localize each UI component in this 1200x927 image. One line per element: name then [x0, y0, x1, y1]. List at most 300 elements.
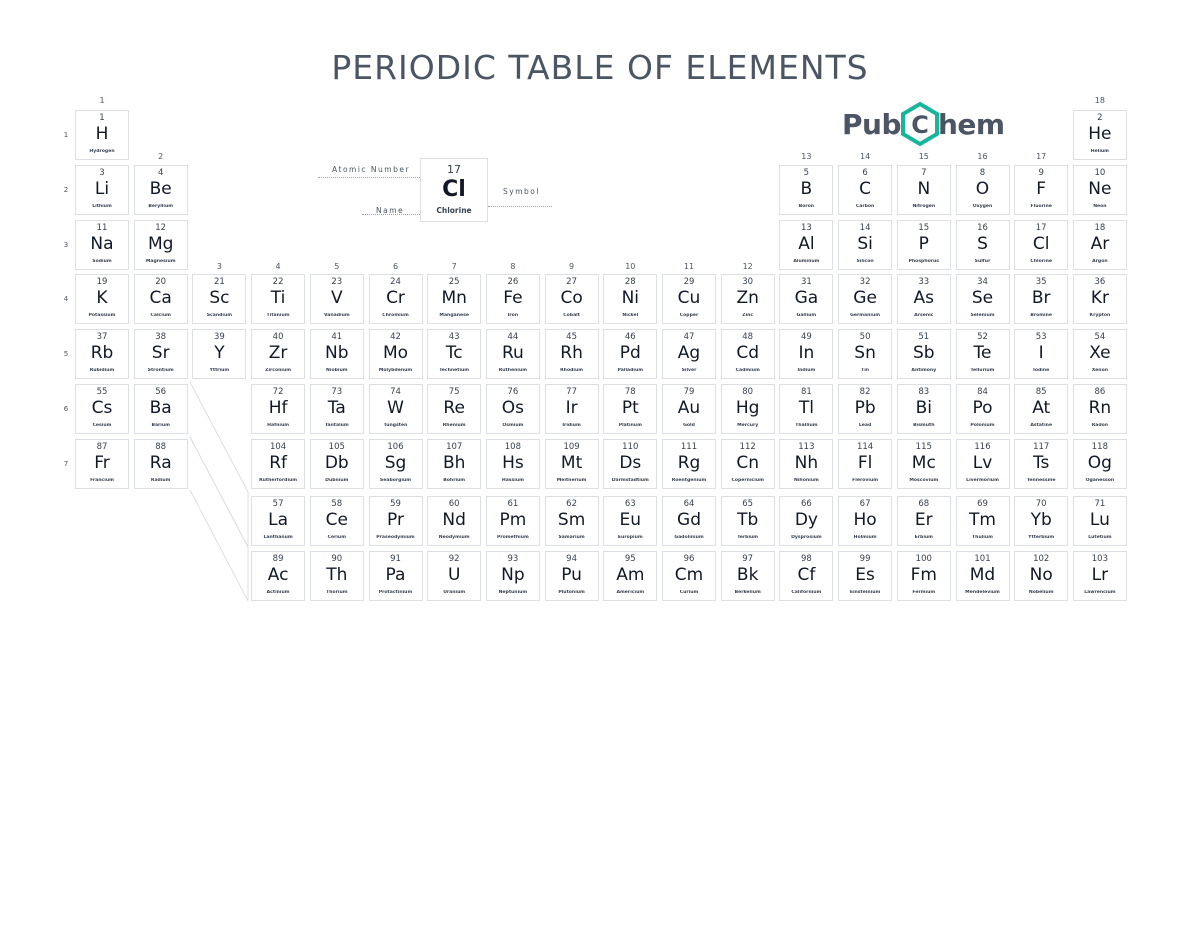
element-name: Iodine	[1033, 368, 1050, 374]
element-number: 90	[331, 554, 343, 564]
element-symbol: W	[387, 398, 404, 418]
element-cell-f	[1014, 165, 1068, 215]
element-cell-cu	[662, 274, 716, 324]
element-symbol: Lr	[1091, 565, 1109, 585]
element-name: Mercury	[737, 423, 759, 428]
element-number: 77	[566, 387, 577, 397]
element-name: Iron	[507, 313, 519, 319]
element-name: Carbon	[855, 203, 875, 209]
element-cell-b	[779, 165, 833, 215]
element-number: 12	[155, 222, 167, 233]
element-number: 4	[157, 167, 164, 178]
period-label-5: 5	[63, 350, 69, 359]
element-cell-cd	[721, 329, 775, 379]
element-number: 105	[328, 441, 345, 452]
element-symbol: Rf	[269, 452, 287, 473]
element-symbol: Ge	[853, 288, 877, 309]
logo-text-c: C	[911, 111, 929, 139]
element-name: Boron	[798, 203, 815, 209]
element-name: Cerium	[327, 535, 346, 540]
element-name: Neon	[1093, 203, 1107, 209]
element-symbol: P	[918, 233, 929, 254]
element-name: Neptunium	[498, 590, 528, 595]
element-symbol: Es	[855, 565, 875, 585]
element-name: Zirconium	[265, 368, 292, 374]
element-symbol: Rg	[677, 452, 701, 473]
element-number: 44	[507, 332, 519, 343]
element-symbol: Sn	[854, 343, 876, 364]
group-label-14: 14	[860, 152, 871, 161]
element-symbol: Md	[969, 565, 996, 585]
element-number: 46	[624, 332, 636, 343]
element-number: 96	[683, 554, 695, 564]
element-cell-at	[1014, 384, 1068, 434]
element-symbol: Te	[973, 343, 992, 364]
element-name: Praseodymium	[376, 535, 415, 540]
element-number: 83	[918, 387, 930, 397]
period-label-1: 1	[63, 131, 69, 139]
element-name: Manganese	[439, 313, 469, 319]
element-name: Xenon	[1091, 368, 1108, 374]
element-symbol: Hf	[268, 398, 288, 418]
element-cell-kr	[1073, 274, 1127, 324]
element-symbol: Ra	[149, 452, 172, 473]
element-number: 114	[856, 441, 874, 452]
element-name: Californium	[791, 590, 822, 595]
element-name: Iridium	[562, 423, 581, 428]
element-symbol: Y	[214, 343, 225, 364]
element-cell-he	[1073, 110, 1127, 160]
element-cell-sm	[545, 496, 599, 546]
group-label-7: 7	[451, 262, 457, 271]
element-symbol: U	[447, 565, 461, 585]
group-label-18: 18	[1094, 96, 1105, 105]
element-cell-zn	[721, 274, 775, 324]
element-number: 79	[683, 387, 695, 397]
element-symbol: Mo	[382, 343, 409, 364]
element-cell-mo	[369, 329, 423, 379]
element-cell-pt	[603, 384, 657, 434]
element-number: 21	[213, 277, 225, 288]
element-number: 61	[507, 499, 519, 509]
legend-example-symbol: Cl	[442, 177, 466, 202]
element-symbol: Mt	[560, 452, 583, 473]
element-cell-ce	[310, 496, 364, 546]
element-number: 62	[566, 499, 577, 509]
element-symbol: Cs	[91, 398, 113, 418]
element-symbol: Ba	[149, 398, 172, 418]
element-cell-nh	[779, 439, 833, 489]
element-name: Moscovium	[909, 477, 939, 483]
element-cell-ru	[486, 329, 540, 379]
element-cell-ti	[251, 274, 305, 324]
element-cell-se	[956, 274, 1010, 324]
element-name: Radon	[1091, 423, 1109, 428]
element-cell-yb	[1014, 496, 1068, 546]
element-cell-os	[486, 384, 540, 434]
element-cell-fm	[897, 551, 951, 601]
group-label-3: 3	[216, 262, 222, 271]
element-name: Ytterbium	[1028, 535, 1055, 540]
element-cell-ds	[603, 439, 657, 489]
element-number: 28	[624, 277, 636, 288]
element-symbol: Nb	[325, 343, 349, 364]
element-number: 75	[448, 387, 460, 397]
element-symbol: Ru	[501, 343, 524, 364]
element-number: 52	[977, 332, 988, 343]
element-cell-er	[897, 496, 951, 546]
element-symbol: Ta	[327, 398, 346, 418]
element-name: Flerovium	[852, 477, 879, 483]
element-name: Platinum	[618, 423, 642, 428]
element-symbol: Ts	[1032, 452, 1050, 473]
element-symbol: N	[917, 178, 931, 199]
element-symbol: Tb	[737, 510, 759, 530]
element-cell-n	[897, 165, 951, 215]
element-name: Livermorium	[966, 477, 999, 483]
element-symbol: O	[975, 178, 990, 199]
element-number: 41	[331, 332, 343, 343]
legend-example-name: Chlorine	[436, 206, 472, 215]
element-cell-pr	[369, 496, 423, 546]
period-label-7: 7	[63, 459, 69, 468]
element-number: 30	[742, 277, 754, 288]
element-symbol: Th	[326, 565, 348, 585]
element-cell-sn	[838, 329, 892, 379]
element-symbol: Rh	[560, 343, 583, 364]
element-cell-ge	[838, 274, 892, 324]
element-cell-cn	[721, 439, 775, 489]
element-cell-xe	[1073, 329, 1127, 379]
element-symbol: Li	[94, 178, 110, 199]
element-name: Vanadium	[323, 313, 350, 319]
element-symbol: Mn	[441, 288, 467, 309]
element-symbol: Zn	[736, 288, 759, 309]
element-cell-np	[486, 551, 540, 601]
element-name: Helium	[1090, 149, 1109, 154]
element-symbol: Kr	[1090, 288, 1109, 309]
element-cell-hf	[251, 384, 305, 434]
element-number: 110	[622, 441, 639, 452]
element-name: Thulium	[972, 535, 993, 540]
element-number: 97	[742, 554, 754, 564]
element-cell-sg	[369, 439, 423, 489]
element-cell-hg	[721, 384, 775, 434]
group-label-9: 9	[569, 262, 575, 271]
element-symbol: Cf	[797, 565, 816, 585]
element-number: 3	[99, 167, 105, 178]
group-label-4: 4	[275, 262, 281, 271]
element-symbol: I	[1038, 343, 1044, 364]
element-number: 16	[977, 222, 988, 233]
element-number: 81	[800, 387, 812, 397]
element-number: 38	[155, 332, 167, 343]
element-cell-cm	[662, 551, 716, 601]
element-name: Fluorine	[1030, 203, 1052, 209]
element-name: Silicon	[856, 258, 874, 264]
element-name: Francium	[90, 477, 114, 483]
element-cell-pa	[369, 551, 423, 601]
element-symbol: Lv	[972, 452, 993, 473]
element-cell-ts	[1014, 439, 1068, 489]
element-number: 98	[800, 554, 812, 564]
element-name: Yttrium	[209, 368, 230, 374]
period-label-2: 2	[63, 185, 69, 194]
element-number: 115	[915, 441, 932, 452]
element-name: Argon	[1092, 258, 1108, 264]
element-symbol: V	[330, 288, 343, 309]
element-number: 48	[742, 332, 754, 343]
element-number: 29	[683, 277, 695, 288]
element-name: Tantalum	[324, 423, 349, 428]
element-symbol: Tl	[798, 398, 814, 418]
element-symbol: Nh	[794, 452, 819, 473]
element-number: 59	[390, 499, 401, 509]
element-cell-pm	[486, 496, 540, 546]
element-number: 6	[862, 167, 868, 178]
element-number: 87	[96, 441, 108, 452]
element-symbol: Yb	[1030, 510, 1052, 530]
element-number: 20	[155, 277, 167, 288]
element-number: 58	[331, 499, 343, 509]
element-name: Tennessine	[1026, 477, 1056, 483]
element-name: Europium	[617, 535, 643, 540]
element-symbol: Fm	[910, 565, 937, 585]
element-name: Promethium	[496, 535, 529, 540]
period-label-4: 4	[63, 295, 69, 304]
legend-symbol-label: Symbol	[503, 187, 540, 196]
element-number: 82	[859, 387, 871, 397]
element-symbol: B	[800, 178, 813, 199]
element-symbol: Os	[501, 398, 525, 418]
element-name: Roentgenium	[671, 477, 707, 483]
element-number: 34	[977, 277, 988, 288]
element-number: 8	[979, 167, 986, 178]
element-symbol: Ac	[267, 565, 289, 585]
group-label-13: 13	[801, 152, 812, 161]
element-number: 86	[1094, 387, 1106, 397]
element-number: 39	[213, 332, 225, 343]
group-label-16: 16	[977, 152, 988, 161]
element-symbol: Fl	[857, 452, 873, 473]
element-name: Berkelium	[734, 590, 761, 595]
group-label-15: 15	[918, 152, 929, 161]
element-number: 64	[683, 499, 695, 509]
element-name: Meitnerium	[556, 477, 587, 483]
element-name: Gadolinium	[674, 535, 704, 540]
element-cell-md	[956, 551, 1010, 601]
element-number: 74	[390, 387, 401, 397]
element-cell-p	[897, 220, 951, 270]
element-symbol: Al	[798, 233, 815, 254]
element-number: 112	[739, 441, 756, 452]
element-cell-co	[545, 274, 599, 324]
element-cell-sc	[192, 274, 246, 324]
group-label-12: 12	[742, 262, 753, 271]
element-cell-db	[310, 439, 364, 489]
element-cell-bh	[427, 439, 481, 489]
legend-example-number: 17	[447, 163, 461, 176]
element-symbol: Sm	[557, 510, 586, 530]
element-symbol: Re	[443, 398, 465, 418]
element-number: 18	[1094, 222, 1106, 233]
element-cell-y	[192, 329, 246, 379]
element-symbol: Zr	[268, 343, 288, 364]
element-name: Terbium	[737, 535, 759, 540]
element-cell-cf	[779, 551, 833, 601]
element-cell-in	[779, 329, 833, 379]
element-number: 99	[859, 554, 871, 564]
element-cell-ca	[134, 274, 188, 324]
element-cell-rh	[545, 329, 599, 379]
element-number: 73	[331, 387, 343, 397]
element-symbol: As	[913, 288, 935, 309]
element-number: 2	[1097, 113, 1103, 123]
element-name: Niobium	[326, 368, 348, 374]
element-symbol: Bh	[442, 452, 466, 473]
element-cell-mg	[134, 220, 188, 270]
group-label-8: 8	[510, 262, 516, 271]
element-cell-og	[1073, 439, 1127, 489]
element-name: Rubidium	[89, 368, 115, 374]
element-symbol: Cu	[677, 288, 701, 309]
element-symbol: Xe	[1089, 343, 1111, 364]
logo-text-hem: hem	[938, 108, 1005, 141]
element-number: 116	[974, 441, 991, 452]
logo-text-pub: Pub	[842, 108, 901, 141]
element-symbol: H	[95, 124, 109, 144]
element-number: 11	[96, 222, 108, 233]
group-label-11: 11	[683, 262, 695, 271]
element-symbol: Pr	[387, 510, 404, 530]
element-symbol: Ir	[565, 398, 578, 418]
element-number: 24	[390, 277, 401, 288]
element-symbol: Cn	[736, 452, 760, 473]
element-number: 43	[448, 332, 460, 343]
element-symbol: Pa	[385, 565, 406, 585]
element-name: Dysprosium	[791, 535, 822, 540]
element-number: 5	[803, 167, 810, 178]
element-cell-br	[1014, 274, 1068, 324]
element-name: Americium	[616, 590, 645, 595]
element-symbol: Ti	[270, 288, 286, 309]
element-name: Osmium	[502, 423, 524, 428]
element-cell-be	[134, 165, 188, 215]
element-number: 60	[448, 499, 460, 509]
element-name: Chromium	[382, 313, 409, 319]
element-cell-tc	[427, 329, 481, 379]
element-cell-te	[956, 329, 1010, 379]
element-symbol: Sb	[913, 343, 935, 364]
element-name: Actinium	[266, 590, 290, 595]
element-name: Titanium	[266, 313, 290, 319]
element-cell-c	[838, 165, 892, 215]
element-name: Fermium	[912, 590, 936, 595]
element-number: 31	[800, 277, 812, 288]
element-name: Technetium	[439, 368, 470, 374]
element-name: Germanium	[850, 313, 881, 319]
element-number: 55	[96, 387, 108, 397]
element-name: Antimony	[911, 368, 937, 374]
element-number: 17	[1035, 222, 1047, 233]
element-name: Erbium	[914, 535, 933, 540]
element-number: 65	[742, 499, 754, 509]
element-cell-nd	[427, 496, 481, 546]
element-name: Zinc	[742, 313, 754, 319]
element-name: Dubnium	[325, 477, 349, 483]
element-symbol: Nd	[442, 510, 466, 530]
element-number: 27	[566, 277, 577, 288]
element-name: Rutherfordium	[259, 477, 298, 483]
element-name: Lawrencium	[1084, 590, 1116, 595]
element-name: Uranium	[443, 590, 466, 595]
element-name: Cobalt	[563, 313, 580, 319]
element-symbol: In	[798, 343, 815, 364]
element-name: Palladium	[617, 368, 644, 374]
element-number: 19	[96, 277, 108, 288]
element-symbol: Se	[971, 288, 994, 309]
element-name: Calcium	[150, 313, 171, 319]
element-cell-lu	[1073, 496, 1127, 546]
element-number: 51	[918, 332, 930, 343]
element-name: Scandium	[206, 313, 233, 319]
element-symbol: Mc	[911, 452, 936, 473]
element-number: 1	[99, 113, 105, 123]
element-number: 36	[1094, 277, 1106, 288]
element-cell-bi	[897, 384, 951, 434]
element-cell-rn	[1073, 384, 1127, 434]
element-number: 100	[915, 554, 932, 564]
element-cell-sr	[134, 329, 188, 379]
group-label-2: 2	[158, 152, 164, 161]
element-symbol: S	[977, 233, 988, 254]
element-cell-ho	[838, 496, 892, 546]
element-symbol: Db	[324, 452, 349, 473]
element-number: 108	[504, 441, 521, 452]
element-cell-i	[1014, 329, 1068, 379]
element-symbol: Dy	[794, 510, 818, 530]
element-number: 15	[918, 222, 930, 233]
element-cell-am	[603, 551, 657, 601]
element-number: 102	[1033, 554, 1050, 564]
element-cell-as	[897, 274, 951, 324]
element-symbol: Cm	[674, 565, 704, 585]
element-cell-al	[779, 220, 833, 270]
element-symbol: Ga	[794, 288, 819, 309]
element-name: Cadmium	[735, 368, 760, 374]
element-number: 49	[800, 332, 812, 343]
element-cell-rg	[662, 439, 716, 489]
element-name: Lanthanum	[263, 535, 293, 540]
element-symbol: Pd	[619, 343, 641, 364]
legend-name-label: Name	[376, 206, 405, 215]
element-symbol: Np	[501, 565, 525, 585]
element-cell-no	[1014, 551, 1068, 601]
element-cell-ba	[134, 384, 188, 434]
element-name: Lead	[858, 423, 872, 428]
element-number: 42	[390, 332, 401, 343]
element-name: Cesium	[92, 423, 112, 428]
element-name: Copper	[679, 313, 699, 319]
element-cell-rf	[251, 439, 305, 489]
element-cell-o	[956, 165, 1010, 215]
element-symbol: Eu	[619, 510, 642, 530]
element-name: Rhenium	[442, 423, 466, 428]
element-symbol: Co	[560, 288, 583, 309]
element-number: 7	[921, 167, 927, 178]
element-cell-v	[310, 274, 364, 324]
element-cell-pb	[838, 384, 892, 434]
